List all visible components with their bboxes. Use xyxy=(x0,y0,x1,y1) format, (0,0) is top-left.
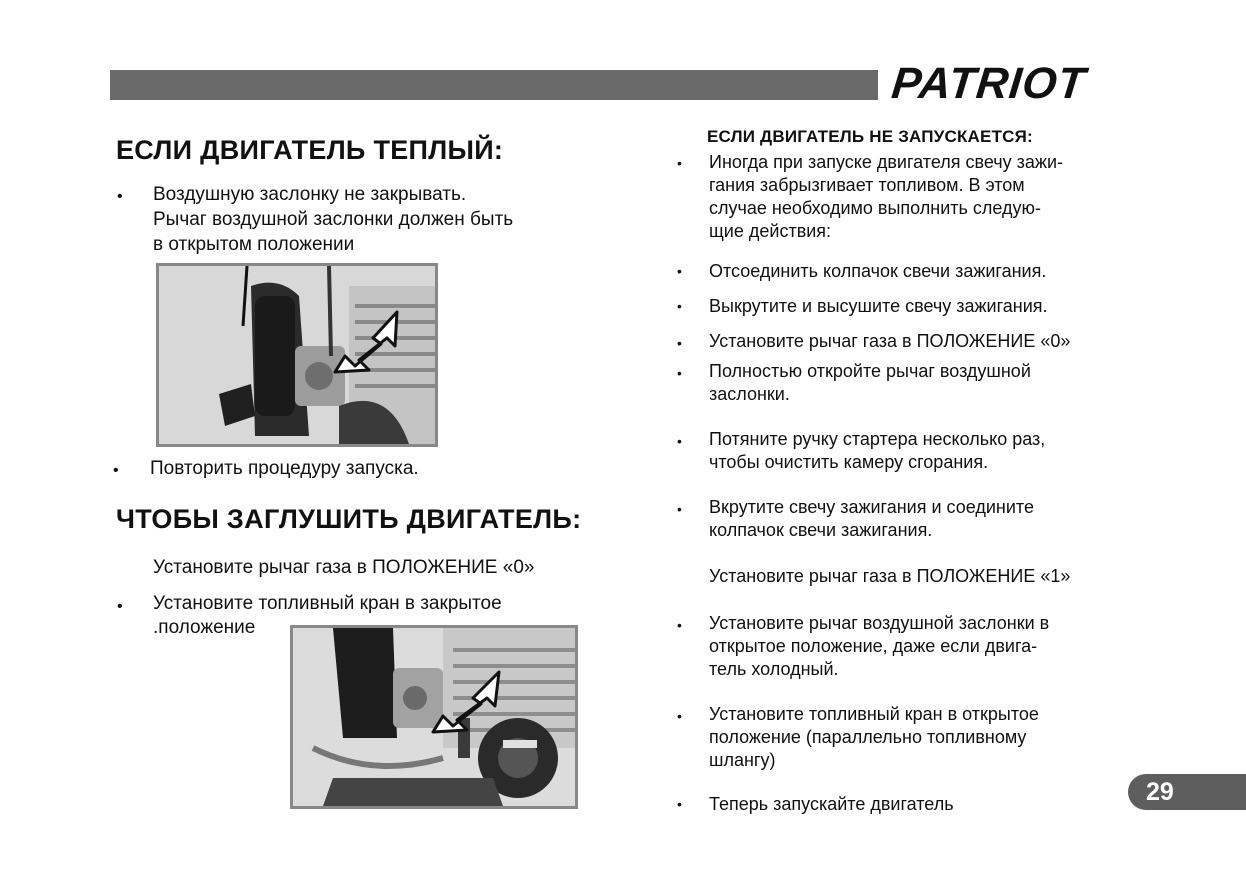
warm-engine-line-1: Воздушную заслонку не закрывать. xyxy=(153,184,467,205)
bullet-marker: • xyxy=(677,298,682,314)
bullet-marker: • xyxy=(113,462,119,479)
bullet-marker: • xyxy=(677,155,682,171)
troubleshooting-item-line: Теперь запускайте двигатель xyxy=(709,794,954,814)
repeat-start-text: Повторить процедуру запуска. xyxy=(150,458,419,479)
fuel-tap-illustration xyxy=(293,628,575,806)
troubleshooting-item-line: Установите рычаг газа в ПОЛОЖЕНИЕ «0» xyxy=(709,331,1071,351)
troubleshooting-item-line: тель холодный. xyxy=(709,659,839,679)
bullet-marker: • xyxy=(677,617,682,633)
troubleshooting-item-line: положение (параллельно топливному xyxy=(709,727,1027,747)
troubleshooting-item-line: Установите топливный кран в открытое xyxy=(709,704,1039,724)
section-title-stop-engine: ЧТОБЫ ЗАГЛУШИТЬ ДВИГАТЕЛЬ: xyxy=(116,504,582,534)
stop-fuel-line-2: .положение xyxy=(153,617,256,638)
page-number: 29 xyxy=(1146,778,1174,806)
troubleshooting-item-line: щие действия: xyxy=(709,221,832,241)
troubleshooting-item-line: колпачок свечи зажигания. xyxy=(709,520,933,540)
bullet-marker: • xyxy=(677,433,682,449)
bullet-marker: • xyxy=(677,501,682,517)
header-bar xyxy=(110,70,878,100)
troubleshooting-item-line: открытое положение, даже если двига- xyxy=(709,636,1038,656)
bullet-marker: • xyxy=(117,188,123,205)
bullet-marker: • xyxy=(677,263,682,279)
troubleshooting-item-line: Установите рычаг воздушной заслонки в xyxy=(709,613,1050,633)
brand-logo: PATRIOT xyxy=(889,59,1089,108)
troubleshooting-item-line: шлангу) xyxy=(709,750,776,770)
troubleshooting-item-line: Отсоединить колпачок свечи зажигания. xyxy=(709,261,1047,281)
warm-engine-line-3: в открытом положении xyxy=(153,234,355,255)
bullet-marker: • xyxy=(117,598,123,615)
stop-throttle-text: Установите рычаг газа в ПОЛОЖЕНИЕ «0» xyxy=(153,557,535,578)
troubleshooting-item-line: Выкрутите и высушите свечу зажигания. xyxy=(709,296,1048,316)
bullet-marker: • xyxy=(677,365,682,381)
stop-fuel-line-1: Установите топливный кран в закрытое xyxy=(153,593,502,614)
photo-fuel-tap xyxy=(290,625,578,809)
bullet-marker: • xyxy=(677,708,682,724)
troubleshooting-item-line: гания забрызгивает топливом. В этом xyxy=(709,175,1025,195)
warm-engine-line-2: Рычаг воздушной заслонки должен быть xyxy=(153,209,514,230)
troubleshooting-item-line: заслонки. xyxy=(709,384,790,404)
bullet-marker: • xyxy=(677,335,682,351)
section-title-warm-engine: ЕСЛИ ДВИГАТЕЛЬ ТЕПЛЫЙ: xyxy=(116,135,504,165)
engine-illustration xyxy=(159,266,435,444)
photo-carburetor-choke xyxy=(156,263,438,447)
troubleshooting-item-line: Полностью откройте рычаг воздушной xyxy=(709,361,1031,381)
troubleshooting-item-line: чтобы очистить камеру сгорания. xyxy=(709,452,989,472)
section-title-not-starting: ЕСЛИ ДВИГАТЕЛЬ НЕ ЗАПУСКАЕТСЯ: xyxy=(707,127,1033,146)
troubleshooting-item-line: Иногда при запуске двигателя свечу зажи- xyxy=(709,152,1063,172)
troubleshooting-item-line: Потяните ручку стартера несколько раз, xyxy=(709,429,1046,449)
troubleshooting-item-line: Установите рычаг газа в ПОЛОЖЕНИЕ «1» xyxy=(709,566,1071,586)
bullet-marker: • xyxy=(677,796,682,812)
troubleshooting-item-line: Вкрутите свечу зажигания и соедините xyxy=(709,497,1034,517)
troubleshooting-item-line: случае необходимо выполнить следую- xyxy=(709,198,1042,218)
